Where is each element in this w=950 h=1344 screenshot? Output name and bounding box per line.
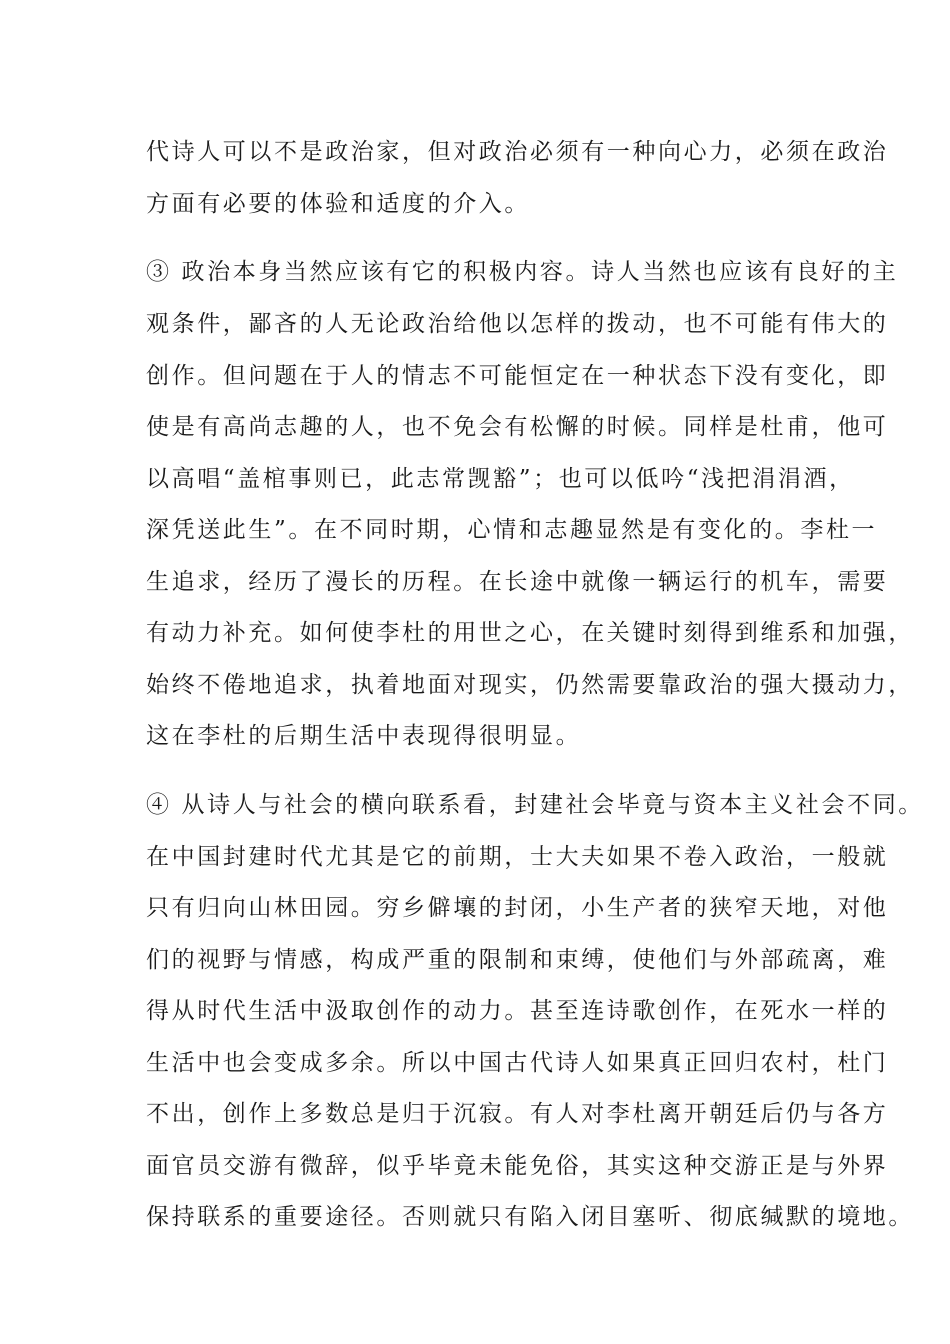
text-line: 方面有必要的体验和适度的介入。 <box>146 191 530 217</box>
text-line: 在中国封建时代尤其是它的前期，士大夫如果不卷入政治，一般就 <box>146 844 889 870</box>
text-line: 得从时代生活中汲取创作的动力。甚至连诗歌创作，在死水一样的 <box>146 998 889 1024</box>
text-line: 深凭送此生”。在不同时期，心情和志趣显然是有变化的。李杜一 <box>146 517 878 543</box>
text-line: 有动力补充。如何使李杜的用世之心，在关键时刻得到维系和加强， <box>146 620 914 646</box>
text-line: 以高唱“盖棺事则已，此志常觊豁”；也可以低吟“浅把涓涓酒， <box>146 466 855 492</box>
text-line: 始终不倦地追求，执着地面对现实，仍然需要靠政治的强大摄动力， <box>146 672 914 698</box>
text-line: 面官员交游有微辞，似乎毕竟未能免俗，其实这种交游正是与外界 <box>146 1153 889 1179</box>
text-line: 代诗人可以不是政治家，但对政治必须有一种向心力，必须在政治 <box>146 139 889 165</box>
text-line: 不出，创作上多数总是归于沉寂。有人对李杜离开朝廷后仍与各方 <box>146 1101 889 1127</box>
text-line: 生活中也会变成多余。所以中国古代诗人如果真正回归农村，杜门 <box>146 1050 889 1076</box>
text-line: 保持联系的重要途径。否则就只有陷入闭目塞听、彻底缄默的境地。 <box>146 1204 914 1230</box>
text-line: ④ 从诗人与社会的横向联系看，封建社会毕竟与资本主义社会不同。 <box>146 792 924 818</box>
text-line: 使是有高尚志趣的人，也不免会有松懈的时候。同样是杜甫，他可 <box>146 414 889 440</box>
text-line: 只有归向山林田园。穷乡僻壤的封闭，小生产者的狭窄天地，对他 <box>146 895 889 921</box>
text-line: 观条件，鄙吝的人无论政治给他以怎样的拨动，也不可能有伟大的 <box>146 311 889 337</box>
text-line: 生追求，经历了漫长的历程。在长途中就像一辆运行的机车，需要 <box>146 569 889 595</box>
text-line: 这在李杜的后期生活中表现得很明显。 <box>146 723 582 749</box>
text-line: 创作。但问题在于人的情志不可能恒定在一种状态下没有变化，即 <box>146 363 889 389</box>
text-line: 们的视野与情感，构成严重的限制和束缚，使他们与外部疏离，难 <box>146 947 889 973</box>
text-line: ③ 政治本身当然应该有它的积极内容。诗人当然也应该有良好的主 <box>146 259 899 285</box>
